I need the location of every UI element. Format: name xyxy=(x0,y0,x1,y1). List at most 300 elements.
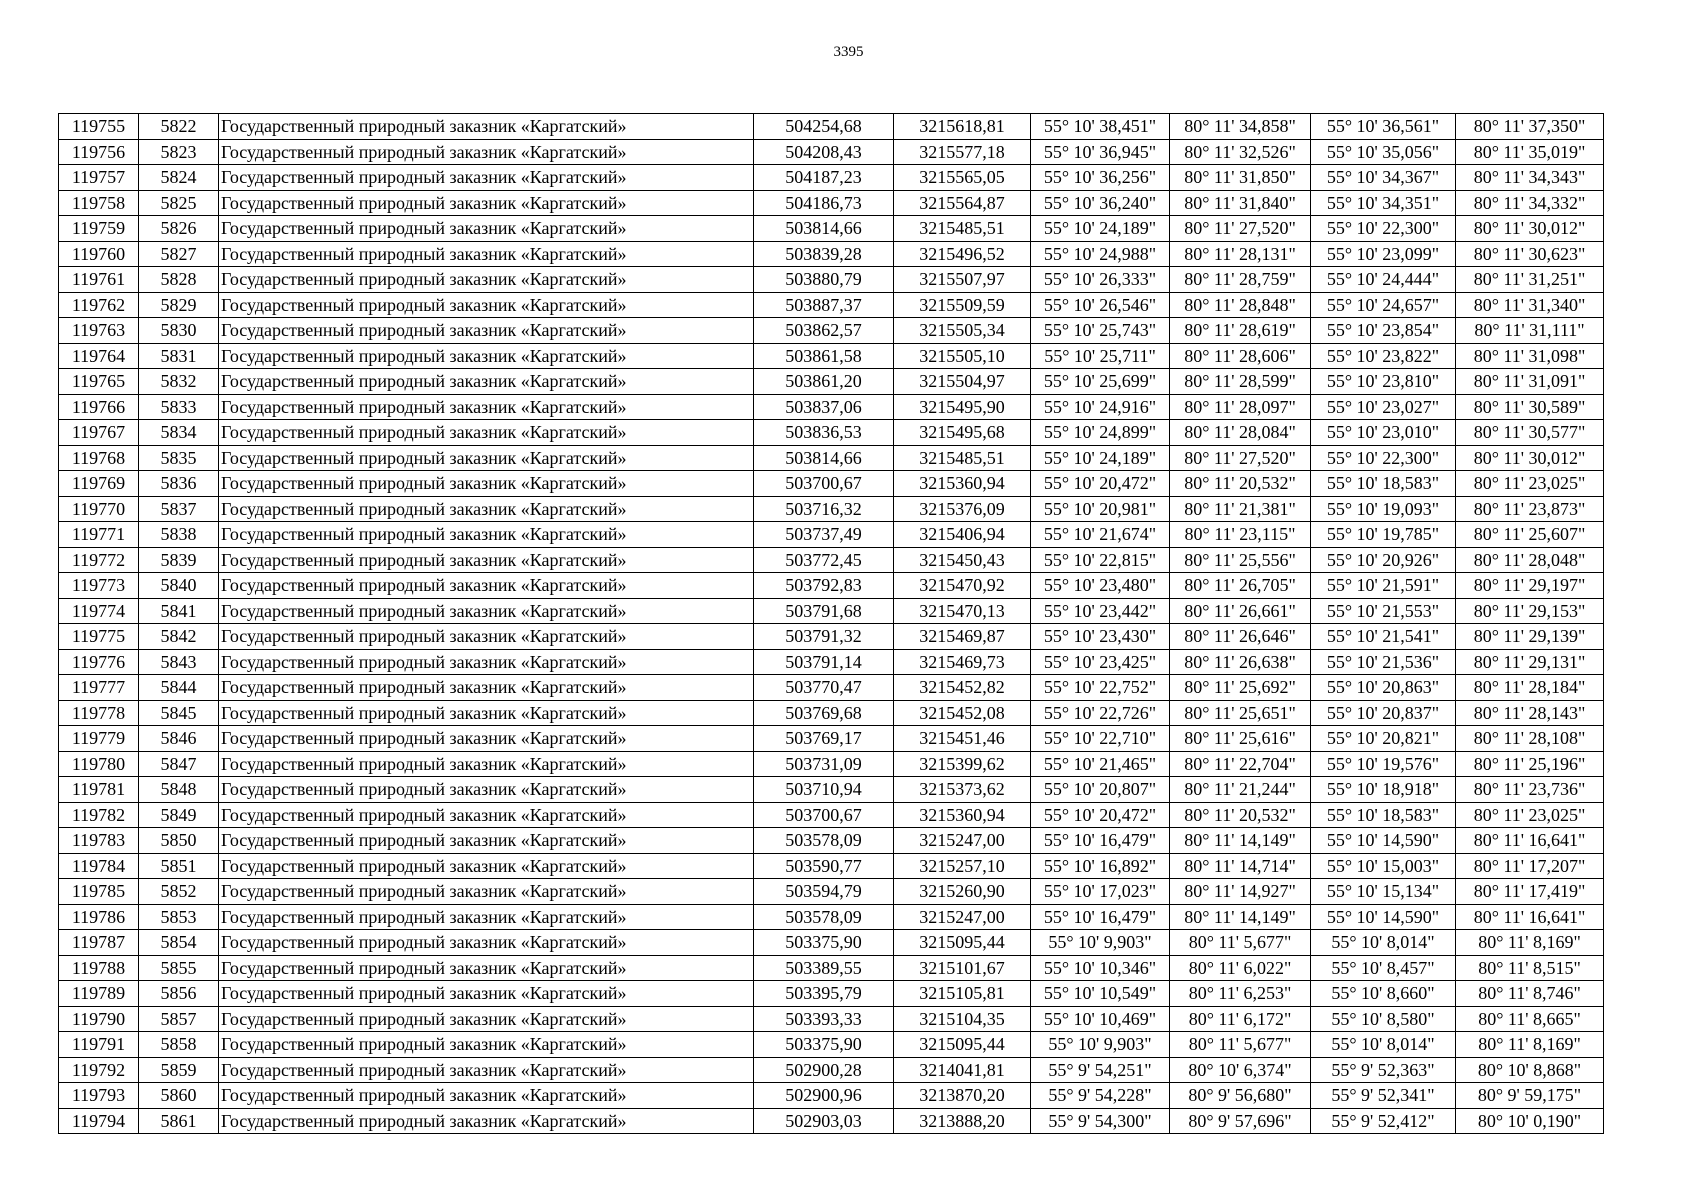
x-coordinate-cell: 503700,67 xyxy=(754,802,894,828)
latitude-2-cell: 55° 10' 24,657" xyxy=(1311,292,1456,318)
longitude-2-cell: 80° 11' 8,515" xyxy=(1456,955,1604,981)
table-row xyxy=(59,879,1604,905)
latitude-2-cell: 55° 10' 14,590" xyxy=(1311,828,1456,854)
row-id-cell: 119788 xyxy=(59,955,139,981)
table-row xyxy=(59,904,1604,930)
y-coordinate-cell: 3215095,44 xyxy=(894,1032,1031,1058)
latitude-2-cell: 55° 10' 23,010" xyxy=(1311,420,1456,446)
row-id-cell: 119755 xyxy=(59,114,139,140)
latitude-1-cell: 55° 10' 25,711" xyxy=(1031,343,1170,369)
longitude-2-cell: 80° 11' 29,153" xyxy=(1456,598,1604,624)
row-id-cell: 119789 xyxy=(59,981,139,1007)
latitude-2-cell: 55° 10' 15,003" xyxy=(1311,853,1456,879)
y-coordinate-cell: 3215406,94 xyxy=(894,522,1031,548)
longitude-1-cell: 80° 11' 14,149" xyxy=(1170,904,1311,930)
longitude-2-cell: 80° 11' 28,184" xyxy=(1456,675,1604,701)
longitude-1-cell: 80° 11' 14,714" xyxy=(1170,853,1311,879)
y-coordinate-cell: 3215565,05 xyxy=(894,165,1031,191)
x-coordinate-cell: 503375,90 xyxy=(754,930,894,956)
x-coordinate-cell: 503836,53 xyxy=(754,420,894,446)
y-coordinate-cell: 3215496,52 xyxy=(894,241,1031,267)
point-number-cell: 5838 xyxy=(139,522,219,548)
name-cell: Государственный природный заказник «Каргатский» xyxy=(219,190,754,216)
y-coordinate-cell: 3215257,10 xyxy=(894,853,1031,879)
longitude-1-cell: 80° 11' 5,677" xyxy=(1170,930,1311,956)
longitude-1-cell: 80° 11' 31,840" xyxy=(1170,190,1311,216)
name-cell: Государственный природный заказник «Каргатский» xyxy=(219,879,754,905)
y-coordinate-cell: 3215564,87 xyxy=(894,190,1031,216)
y-coordinate-cell: 3215469,87 xyxy=(894,624,1031,650)
longitude-1-cell: 80° 11' 25,616" xyxy=(1170,726,1311,752)
name-cell: Государственный природный заказник «Каргатский» xyxy=(219,675,754,701)
table-row xyxy=(59,394,1604,420)
x-coordinate-cell: 502900,96 xyxy=(754,1083,894,1109)
row-id-cell: 119763 xyxy=(59,318,139,344)
table-row xyxy=(59,573,1604,599)
x-coordinate-cell: 503861,20 xyxy=(754,369,894,395)
row-id-cell: 119791 xyxy=(59,1032,139,1058)
x-coordinate-cell: 503716,32 xyxy=(754,496,894,522)
row-id-cell: 119774 xyxy=(59,598,139,624)
row-id-cell: 119783 xyxy=(59,828,139,854)
latitude-1-cell: 55° 10' 38,451" xyxy=(1031,114,1170,140)
table-row xyxy=(59,1108,1604,1134)
longitude-1-cell: 80° 11' 28,848" xyxy=(1170,292,1311,318)
longitude-2-cell: 80° 11' 29,131" xyxy=(1456,649,1604,675)
longitude-2-cell: 80° 11' 16,641" xyxy=(1456,904,1604,930)
table-row xyxy=(59,165,1604,191)
longitude-1-cell: 80° 11' 21,244" xyxy=(1170,777,1311,803)
x-coordinate-cell: 503792,83 xyxy=(754,573,894,599)
x-coordinate-cell: 503862,57 xyxy=(754,318,894,344)
row-id-cell: 119773 xyxy=(59,573,139,599)
name-cell: Государственный природный заказник «Каргатский» xyxy=(219,726,754,752)
latitude-2-cell: 55° 9' 52,363" xyxy=(1311,1057,1456,1083)
latitude-2-cell: 55° 9' 52,412" xyxy=(1311,1108,1456,1134)
name-cell: Государственный природный заказник «Каргатский» xyxy=(219,700,754,726)
longitude-1-cell: 80° 11' 22,704" xyxy=(1170,751,1311,777)
x-coordinate-cell: 503594,79 xyxy=(754,879,894,905)
x-coordinate-cell: 503887,37 xyxy=(754,292,894,318)
longitude-1-cell: 80° 11' 14,149" xyxy=(1170,828,1311,854)
longitude-2-cell: 80° 11' 35,019" xyxy=(1456,139,1604,165)
longitude-1-cell: 80° 11' 34,858" xyxy=(1170,114,1311,140)
y-coordinate-cell: 3215376,09 xyxy=(894,496,1031,522)
longitude-1-cell: 80° 11' 20,532" xyxy=(1170,802,1311,828)
latitude-1-cell: 55° 10' 36,240" xyxy=(1031,190,1170,216)
longitude-2-cell: 80° 11' 23,736" xyxy=(1456,777,1604,803)
table-row xyxy=(59,828,1604,854)
row-id-cell: 119777 xyxy=(59,675,139,701)
table-row xyxy=(59,445,1604,471)
x-coordinate-cell: 503389,55 xyxy=(754,955,894,981)
longitude-1-cell: 80° 11' 20,532" xyxy=(1170,471,1311,497)
row-id-cell: 119784 xyxy=(59,853,139,879)
table-row xyxy=(59,139,1604,165)
row-id-cell: 119790 xyxy=(59,1006,139,1032)
x-coordinate-cell: 503700,67 xyxy=(754,471,894,497)
latitude-2-cell: 55° 10' 21,553" xyxy=(1311,598,1456,624)
latitude-2-cell: 55° 10' 21,536" xyxy=(1311,649,1456,675)
latitude-1-cell: 55° 10' 36,945" xyxy=(1031,139,1170,165)
y-coordinate-cell: 3215450,43 xyxy=(894,547,1031,573)
latitude-1-cell: 55° 10' 26,333" xyxy=(1031,267,1170,293)
y-coordinate-cell: 3215451,46 xyxy=(894,726,1031,752)
latitude-1-cell: 55° 10' 24,988" xyxy=(1031,241,1170,267)
table-row xyxy=(59,1083,1604,1109)
point-number-cell: 5850 xyxy=(139,828,219,854)
longitude-2-cell: 80° 10' 0,190" xyxy=(1456,1108,1604,1134)
latitude-1-cell: 55° 9' 54,300" xyxy=(1031,1108,1170,1134)
latitude-2-cell: 55° 10' 23,810" xyxy=(1311,369,1456,395)
longitude-2-cell: 80° 11' 37,350" xyxy=(1456,114,1604,140)
table-row xyxy=(59,675,1604,701)
table-row xyxy=(59,853,1604,879)
latitude-1-cell: 55° 10' 9,903" xyxy=(1031,1032,1170,1058)
point-number-cell: 5854 xyxy=(139,930,219,956)
point-number-cell: 5822 xyxy=(139,114,219,140)
latitude-1-cell: 55° 10' 24,899" xyxy=(1031,420,1170,446)
latitude-1-cell: 55° 10' 24,189" xyxy=(1031,445,1170,471)
y-coordinate-cell: 3215101,67 xyxy=(894,955,1031,981)
latitude-1-cell: 55° 10' 26,546" xyxy=(1031,292,1170,318)
y-coordinate-cell: 3215485,51 xyxy=(894,216,1031,242)
table-row xyxy=(59,547,1604,573)
latitude-2-cell: 55° 10' 22,300" xyxy=(1311,216,1456,242)
table-row xyxy=(59,802,1604,828)
name-cell: Государственный природный заказник «Каргатский» xyxy=(219,318,754,344)
latitude-2-cell: 55° 10' 20,837" xyxy=(1311,700,1456,726)
longitude-2-cell: 80° 11' 34,343" xyxy=(1456,165,1604,191)
latitude-1-cell: 55° 10' 23,442" xyxy=(1031,598,1170,624)
longitude-2-cell: 80° 11' 17,207" xyxy=(1456,853,1604,879)
name-cell: Государственный природный заказник «Каргатский» xyxy=(219,292,754,318)
longitude-2-cell: 80° 11' 8,746" xyxy=(1456,981,1604,1007)
page-number: 3395 xyxy=(833,44,864,60)
longitude-1-cell: 80° 11' 32,526" xyxy=(1170,139,1311,165)
point-number-cell: 5833 xyxy=(139,394,219,420)
longitude-2-cell: 80° 11' 31,091" xyxy=(1456,369,1604,395)
name-cell: Государственный природный заказник «Каргатский» xyxy=(219,930,754,956)
longitude-1-cell: 80° 11' 27,520" xyxy=(1170,445,1311,471)
table-row xyxy=(59,1032,1604,1058)
latitude-1-cell: 55° 10' 20,472" xyxy=(1031,471,1170,497)
latitude-1-cell: 55° 10' 10,549" xyxy=(1031,981,1170,1007)
longitude-1-cell: 80° 11' 27,520" xyxy=(1170,216,1311,242)
point-number-cell: 5826 xyxy=(139,216,219,242)
name-cell: Государственный природный заказник «Каргатский» xyxy=(219,241,754,267)
longitude-2-cell: 80° 11' 29,197" xyxy=(1456,573,1604,599)
latitude-1-cell: 55° 10' 10,346" xyxy=(1031,955,1170,981)
x-coordinate-cell: 503375,90 xyxy=(754,1032,894,1058)
name-cell: Государственный природный заказник «Каргатский» xyxy=(219,267,754,293)
table-row xyxy=(59,292,1604,318)
row-id-cell: 119771 xyxy=(59,522,139,548)
longitude-2-cell: 80° 11' 30,577" xyxy=(1456,420,1604,446)
point-number-cell: 5830 xyxy=(139,318,219,344)
name-cell: Государственный природный заказник «Каргатский» xyxy=(219,547,754,573)
latitude-2-cell: 55° 10' 14,590" xyxy=(1311,904,1456,930)
longitude-2-cell: 80° 11' 31,111" xyxy=(1456,318,1604,344)
longitude-1-cell: 80° 11' 25,692" xyxy=(1170,675,1311,701)
longitude-2-cell: 80° 11' 8,169" xyxy=(1456,930,1604,956)
y-coordinate-cell: 3215618,81 xyxy=(894,114,1031,140)
name-cell: Государственный природный заказник «Каргатский» xyxy=(219,471,754,497)
row-id-cell: 119779 xyxy=(59,726,139,752)
table-row xyxy=(59,598,1604,624)
table-row xyxy=(59,267,1604,293)
table-row xyxy=(59,471,1604,497)
y-coordinate-cell: 3215577,18 xyxy=(894,139,1031,165)
point-number-cell: 5848 xyxy=(139,777,219,803)
name-cell: Государственный природный заказник «Каргатский» xyxy=(219,853,754,879)
latitude-2-cell: 55° 10' 8,660" xyxy=(1311,981,1456,1007)
point-number-cell: 5857 xyxy=(139,1006,219,1032)
x-coordinate-cell: 503839,28 xyxy=(754,241,894,267)
longitude-1-cell: 80° 11' 28,619" xyxy=(1170,318,1311,344)
longitude-2-cell: 80° 11' 31,340" xyxy=(1456,292,1604,318)
x-coordinate-cell: 503578,09 xyxy=(754,828,894,854)
y-coordinate-cell: 3213888,20 xyxy=(894,1108,1031,1134)
name-cell: Государственный природный заказник «Каргатский» xyxy=(219,1032,754,1058)
x-coordinate-cell: 503737,49 xyxy=(754,522,894,548)
table-row xyxy=(59,751,1604,777)
latitude-2-cell: 55° 9' 52,341" xyxy=(1311,1083,1456,1109)
table-row xyxy=(59,955,1604,981)
name-cell: Государственный природный заказник «Каргатский» xyxy=(219,445,754,471)
longitude-1-cell: 80° 11' 31,850" xyxy=(1170,165,1311,191)
point-number-cell: 5834 xyxy=(139,420,219,446)
x-coordinate-cell: 502900,28 xyxy=(754,1057,894,1083)
name-cell: Государственный природный заказник «Каргатский» xyxy=(219,955,754,981)
latitude-1-cell: 55° 10' 23,430" xyxy=(1031,624,1170,650)
y-coordinate-cell: 3215469,73 xyxy=(894,649,1031,675)
latitude-1-cell: 55° 9' 54,228" xyxy=(1031,1083,1170,1109)
latitude-2-cell: 55° 10' 15,134" xyxy=(1311,879,1456,905)
latitude-2-cell: 55° 10' 34,367" xyxy=(1311,165,1456,191)
x-coordinate-cell: 503791,32 xyxy=(754,624,894,650)
name-cell: Государственный природный заказник «Каргатский» xyxy=(219,624,754,650)
x-coordinate-cell: 503578,09 xyxy=(754,904,894,930)
point-number-cell: 5840 xyxy=(139,573,219,599)
row-id-cell: 119780 xyxy=(59,751,139,777)
longitude-1-cell: 80° 11' 26,638" xyxy=(1170,649,1311,675)
latitude-1-cell: 55° 10' 20,807" xyxy=(1031,777,1170,803)
x-coordinate-cell: 503590,77 xyxy=(754,853,894,879)
x-coordinate-cell: 503814,66 xyxy=(754,445,894,471)
latitude-2-cell: 55° 10' 24,444" xyxy=(1311,267,1456,293)
name-cell: Государственный природный заказник «Каргатский» xyxy=(219,1083,754,1109)
y-coordinate-cell: 3215505,10 xyxy=(894,343,1031,369)
longitude-1-cell: 80° 11' 28,599" xyxy=(1170,369,1311,395)
table-row xyxy=(59,981,1604,1007)
longitude-2-cell: 80° 9' 59,175" xyxy=(1456,1083,1604,1109)
row-id-cell: 119764 xyxy=(59,343,139,369)
x-coordinate-cell: 503769,17 xyxy=(754,726,894,752)
x-coordinate-cell: 503791,68 xyxy=(754,598,894,624)
row-id-cell: 119776 xyxy=(59,649,139,675)
x-coordinate-cell: 503837,06 xyxy=(754,394,894,420)
latitude-1-cell: 55° 10' 24,189" xyxy=(1031,216,1170,242)
longitude-2-cell: 80° 11' 23,025" xyxy=(1456,802,1604,828)
name-cell: Государственный природный заказник «Каргатский» xyxy=(219,1108,754,1134)
longitude-1-cell: 80° 11' 28,759" xyxy=(1170,267,1311,293)
table-row xyxy=(59,930,1604,956)
table-row xyxy=(59,190,1604,216)
table-row xyxy=(59,318,1604,344)
latitude-2-cell: 55° 10' 8,580" xyxy=(1311,1006,1456,1032)
name-cell: Государственный природный заказник «Каргатский» xyxy=(219,522,754,548)
longitude-2-cell: 80° 11' 28,143" xyxy=(1456,700,1604,726)
longitude-1-cell: 80° 11' 26,646" xyxy=(1170,624,1311,650)
point-number-cell: 5829 xyxy=(139,292,219,318)
y-coordinate-cell: 3215452,82 xyxy=(894,675,1031,701)
latitude-2-cell: 55° 10' 20,863" xyxy=(1311,675,1456,701)
x-coordinate-cell: 504254,68 xyxy=(754,114,894,140)
name-cell: Государственный природный заказник «Каргатский» xyxy=(219,496,754,522)
latitude-1-cell: 55° 10' 25,743" xyxy=(1031,318,1170,344)
row-id-cell: 119761 xyxy=(59,267,139,293)
latitude-1-cell: 55° 10' 16,479" xyxy=(1031,828,1170,854)
name-cell: Государственный природный заказник «Каргатский» xyxy=(219,343,754,369)
y-coordinate-cell: 3215495,90 xyxy=(894,394,1031,420)
point-number-cell: 5856 xyxy=(139,981,219,1007)
point-number-cell: 5846 xyxy=(139,726,219,752)
row-id-cell: 119781 xyxy=(59,777,139,803)
coordinates-table xyxy=(58,113,1604,1134)
latitude-2-cell: 55° 10' 23,822" xyxy=(1311,343,1456,369)
longitude-1-cell: 80° 11' 25,651" xyxy=(1170,700,1311,726)
table-row xyxy=(59,649,1604,675)
row-id-cell: 119782 xyxy=(59,802,139,828)
longitude-1-cell: 80° 11' 6,172" xyxy=(1170,1006,1311,1032)
y-coordinate-cell: 3215505,34 xyxy=(894,318,1031,344)
table-row xyxy=(59,369,1604,395)
point-number-cell: 5845 xyxy=(139,700,219,726)
latitude-2-cell: 55° 10' 23,854" xyxy=(1311,318,1456,344)
row-id-cell: 119769 xyxy=(59,471,139,497)
latitude-1-cell: 55° 10' 22,710" xyxy=(1031,726,1170,752)
row-id-cell: 119770 xyxy=(59,496,139,522)
longitude-1-cell: 80° 11' 25,556" xyxy=(1170,547,1311,573)
longitude-1-cell: 80° 9' 57,696" xyxy=(1170,1108,1311,1134)
table-row xyxy=(59,726,1604,752)
latitude-1-cell: 55° 10' 21,674" xyxy=(1031,522,1170,548)
name-cell: Государственный природный заказник «Каргатский» xyxy=(219,573,754,599)
x-coordinate-cell: 503395,79 xyxy=(754,981,894,1007)
longitude-2-cell: 80° 11' 23,025" xyxy=(1456,471,1604,497)
latitude-2-cell: 55° 10' 8,014" xyxy=(1311,930,1456,956)
x-coordinate-cell: 503772,45 xyxy=(754,547,894,573)
latitude-2-cell: 55° 10' 35,056" xyxy=(1311,139,1456,165)
longitude-2-cell: 80° 11' 30,623" xyxy=(1456,241,1604,267)
x-coordinate-cell: 502903,03 xyxy=(754,1108,894,1134)
x-coordinate-cell: 503880,79 xyxy=(754,267,894,293)
y-coordinate-cell: 3215470,92 xyxy=(894,573,1031,599)
row-id-cell: 119792 xyxy=(59,1057,139,1083)
x-coordinate-cell: 503710,94 xyxy=(754,777,894,803)
y-coordinate-cell: 3215105,81 xyxy=(894,981,1031,1007)
longitude-1-cell: 80° 11' 28,131" xyxy=(1170,241,1311,267)
y-coordinate-cell: 3215470,13 xyxy=(894,598,1031,624)
point-number-cell: 5841 xyxy=(139,598,219,624)
longitude-2-cell: 80° 11' 28,108" xyxy=(1456,726,1604,752)
name-cell: Государственный природный заказник «Каргатский» xyxy=(219,828,754,854)
point-number-cell: 5828 xyxy=(139,267,219,293)
y-coordinate-cell: 3215247,00 xyxy=(894,828,1031,854)
longitude-2-cell: 80° 11' 25,607" xyxy=(1456,522,1604,548)
name-cell: Государственный природный заказник «Каргатский» xyxy=(219,114,754,140)
latitude-2-cell: 55° 10' 19,785" xyxy=(1311,522,1456,548)
latitude-2-cell: 55° 10' 34,351" xyxy=(1311,190,1456,216)
x-coordinate-cell: 504208,43 xyxy=(754,139,894,165)
y-coordinate-cell: 3215507,97 xyxy=(894,267,1031,293)
latitude-2-cell: 55° 10' 19,576" xyxy=(1311,751,1456,777)
latitude-1-cell: 55° 10' 25,699" xyxy=(1031,369,1170,395)
longitude-1-cell: 80° 10' 6,374" xyxy=(1170,1057,1311,1083)
table-row xyxy=(59,420,1604,446)
row-id-cell: 119778 xyxy=(59,700,139,726)
longitude-2-cell: 80° 11' 31,251" xyxy=(1456,267,1604,293)
row-id-cell: 119787 xyxy=(59,930,139,956)
row-id-cell: 119793 xyxy=(59,1083,139,1109)
row-id-cell: 119768 xyxy=(59,445,139,471)
x-coordinate-cell: 504186,73 xyxy=(754,190,894,216)
point-number-cell: 5860 xyxy=(139,1083,219,1109)
row-id-cell: 119762 xyxy=(59,292,139,318)
y-coordinate-cell: 3215495,68 xyxy=(894,420,1031,446)
table-row xyxy=(59,1057,1604,1083)
longitude-1-cell: 80° 11' 21,381" xyxy=(1170,496,1311,522)
row-id-cell: 119757 xyxy=(59,165,139,191)
x-coordinate-cell: 504187,23 xyxy=(754,165,894,191)
y-coordinate-cell: 3213870,20 xyxy=(894,1083,1031,1109)
table-body xyxy=(59,114,1604,1134)
row-id-cell: 119756 xyxy=(59,139,139,165)
name-cell: Государственный природный заказник «Каргатский» xyxy=(219,1006,754,1032)
y-coordinate-cell: 3215399,62 xyxy=(894,751,1031,777)
row-id-cell: 119765 xyxy=(59,369,139,395)
latitude-1-cell: 55° 10' 20,981" xyxy=(1031,496,1170,522)
longitude-2-cell: 80° 11' 30,012" xyxy=(1456,445,1604,471)
table-row xyxy=(59,522,1604,548)
y-coordinate-cell: 3215360,94 xyxy=(894,802,1031,828)
row-id-cell: 119786 xyxy=(59,904,139,930)
name-cell: Государственный природный заказник «Каргатский» xyxy=(219,777,754,803)
latitude-2-cell: 55° 10' 36,561" xyxy=(1311,114,1456,140)
name-cell: Государственный природный заказник «Каргатский» xyxy=(219,139,754,165)
point-number-cell: 5844 xyxy=(139,675,219,701)
point-number-cell: 5835 xyxy=(139,445,219,471)
latitude-1-cell: 55° 10' 9,903" xyxy=(1031,930,1170,956)
x-coordinate-cell: 503731,09 xyxy=(754,751,894,777)
latitude-2-cell: 55° 10' 22,300" xyxy=(1311,445,1456,471)
point-number-cell: 5852 xyxy=(139,879,219,905)
longitude-1-cell: 80° 11' 6,253" xyxy=(1170,981,1311,1007)
longitude-2-cell: 80° 11' 29,139" xyxy=(1456,624,1604,650)
latitude-1-cell: 55° 10' 24,916" xyxy=(1031,394,1170,420)
point-number-cell: 5861 xyxy=(139,1108,219,1134)
point-number-cell: 5853 xyxy=(139,904,219,930)
row-id-cell: 119785 xyxy=(59,879,139,905)
table-row xyxy=(59,343,1604,369)
longitude-2-cell: 80° 11' 16,641" xyxy=(1456,828,1604,854)
name-cell: Государственный природный заказник «Каргатский» xyxy=(219,904,754,930)
point-number-cell: 5836 xyxy=(139,471,219,497)
longitude-1-cell: 80° 11' 5,677" xyxy=(1170,1032,1311,1058)
row-id-cell: 119794 xyxy=(59,1108,139,1134)
x-coordinate-cell: 503393,33 xyxy=(754,1006,894,1032)
